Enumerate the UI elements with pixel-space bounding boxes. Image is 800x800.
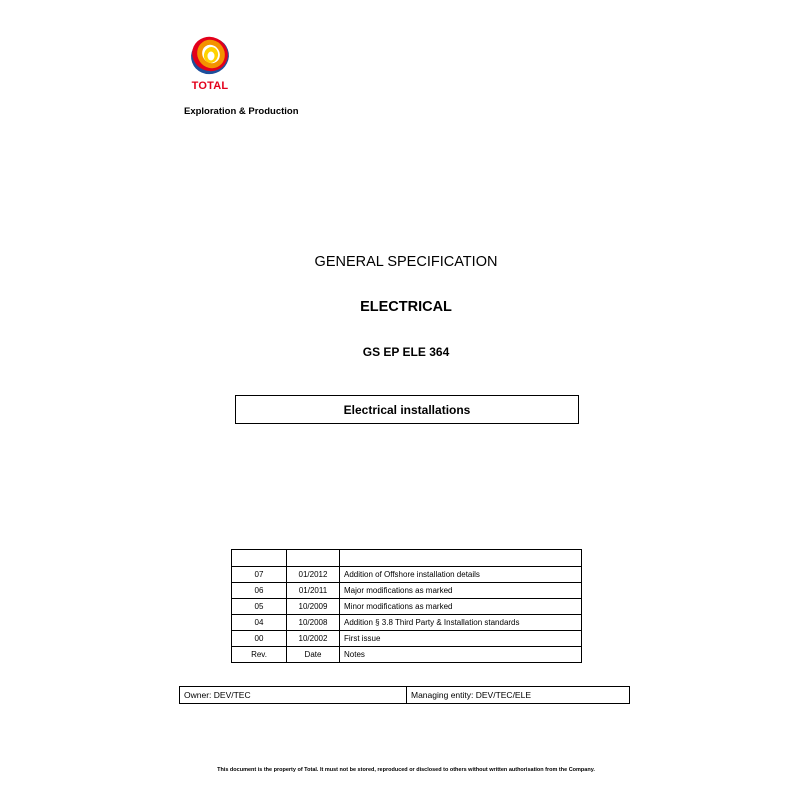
- table-cell: [287, 550, 340, 567]
- rev-cell: 07: [232, 567, 287, 583]
- date-cell: 10/2009: [287, 599, 340, 615]
- date-cell: 10/2008: [287, 615, 340, 631]
- date-cell: 10/2002: [287, 631, 340, 647]
- document-title: Electrical installations: [343, 402, 471, 417]
- brand-wordmark: TOTAL: [191, 80, 229, 92]
- table-cell: [232, 550, 287, 567]
- rev-cell: 05: [232, 599, 287, 615]
- owner-field: Owner: DEV/TEC: [180, 687, 407, 703]
- table-row: [232, 631, 582, 647]
- table-row: [232, 615, 582, 631]
- ownership-box: [179, 686, 630, 704]
- managing-entity-field: Managing entity: DEV/TEC/ELE: [411, 690, 532, 700]
- column-header-notes: Notes: [340, 647, 582, 663]
- rev-cell: 04: [232, 615, 287, 631]
- notes-cell: Addition § 3.8 Third Party & Installation standards: [340, 615, 582, 631]
- rev-cell: 06: [232, 583, 287, 599]
- rev-cell: 00: [232, 631, 287, 647]
- total-logo: [186, 32, 236, 78]
- date-cell: 01/2011: [287, 583, 340, 599]
- table-header-row: [232, 647, 582, 663]
- document-discipline: ELECTRICAL: [360, 299, 452, 315]
- notes-cell: Addition of Offshore installation details: [340, 567, 582, 583]
- table-row: [232, 583, 582, 599]
- column-header-rev: Rev.: [232, 647, 287, 663]
- document-type: GENERAL SPECIFICATION: [314, 254, 498, 270]
- notes-cell: Minor modifications as marked: [340, 599, 582, 615]
- date-cell: 01/2012: [287, 567, 340, 583]
- column-header-date: Date: [287, 647, 340, 663]
- table-row: [232, 567, 582, 583]
- document-number: GS EP ELE 364: [362, 345, 450, 359]
- table-row-blank: [232, 550, 582, 567]
- division-name: Exploration & Production: [184, 106, 299, 117]
- notes-cell: First issue: [340, 631, 582, 647]
- total-logo-icon: [186, 32, 236, 78]
- document-title-box: [235, 395, 579, 424]
- table-row: [232, 599, 582, 615]
- footer-notice: This document is the property of Total. It must not be stored, reproduced or disclosed to others without written authorisation from the Company.: [217, 767, 595, 773]
- table-cell: [340, 550, 582, 567]
- notes-cell: Major modifications as marked: [340, 583, 582, 599]
- revision-table: [231, 549, 582, 663]
